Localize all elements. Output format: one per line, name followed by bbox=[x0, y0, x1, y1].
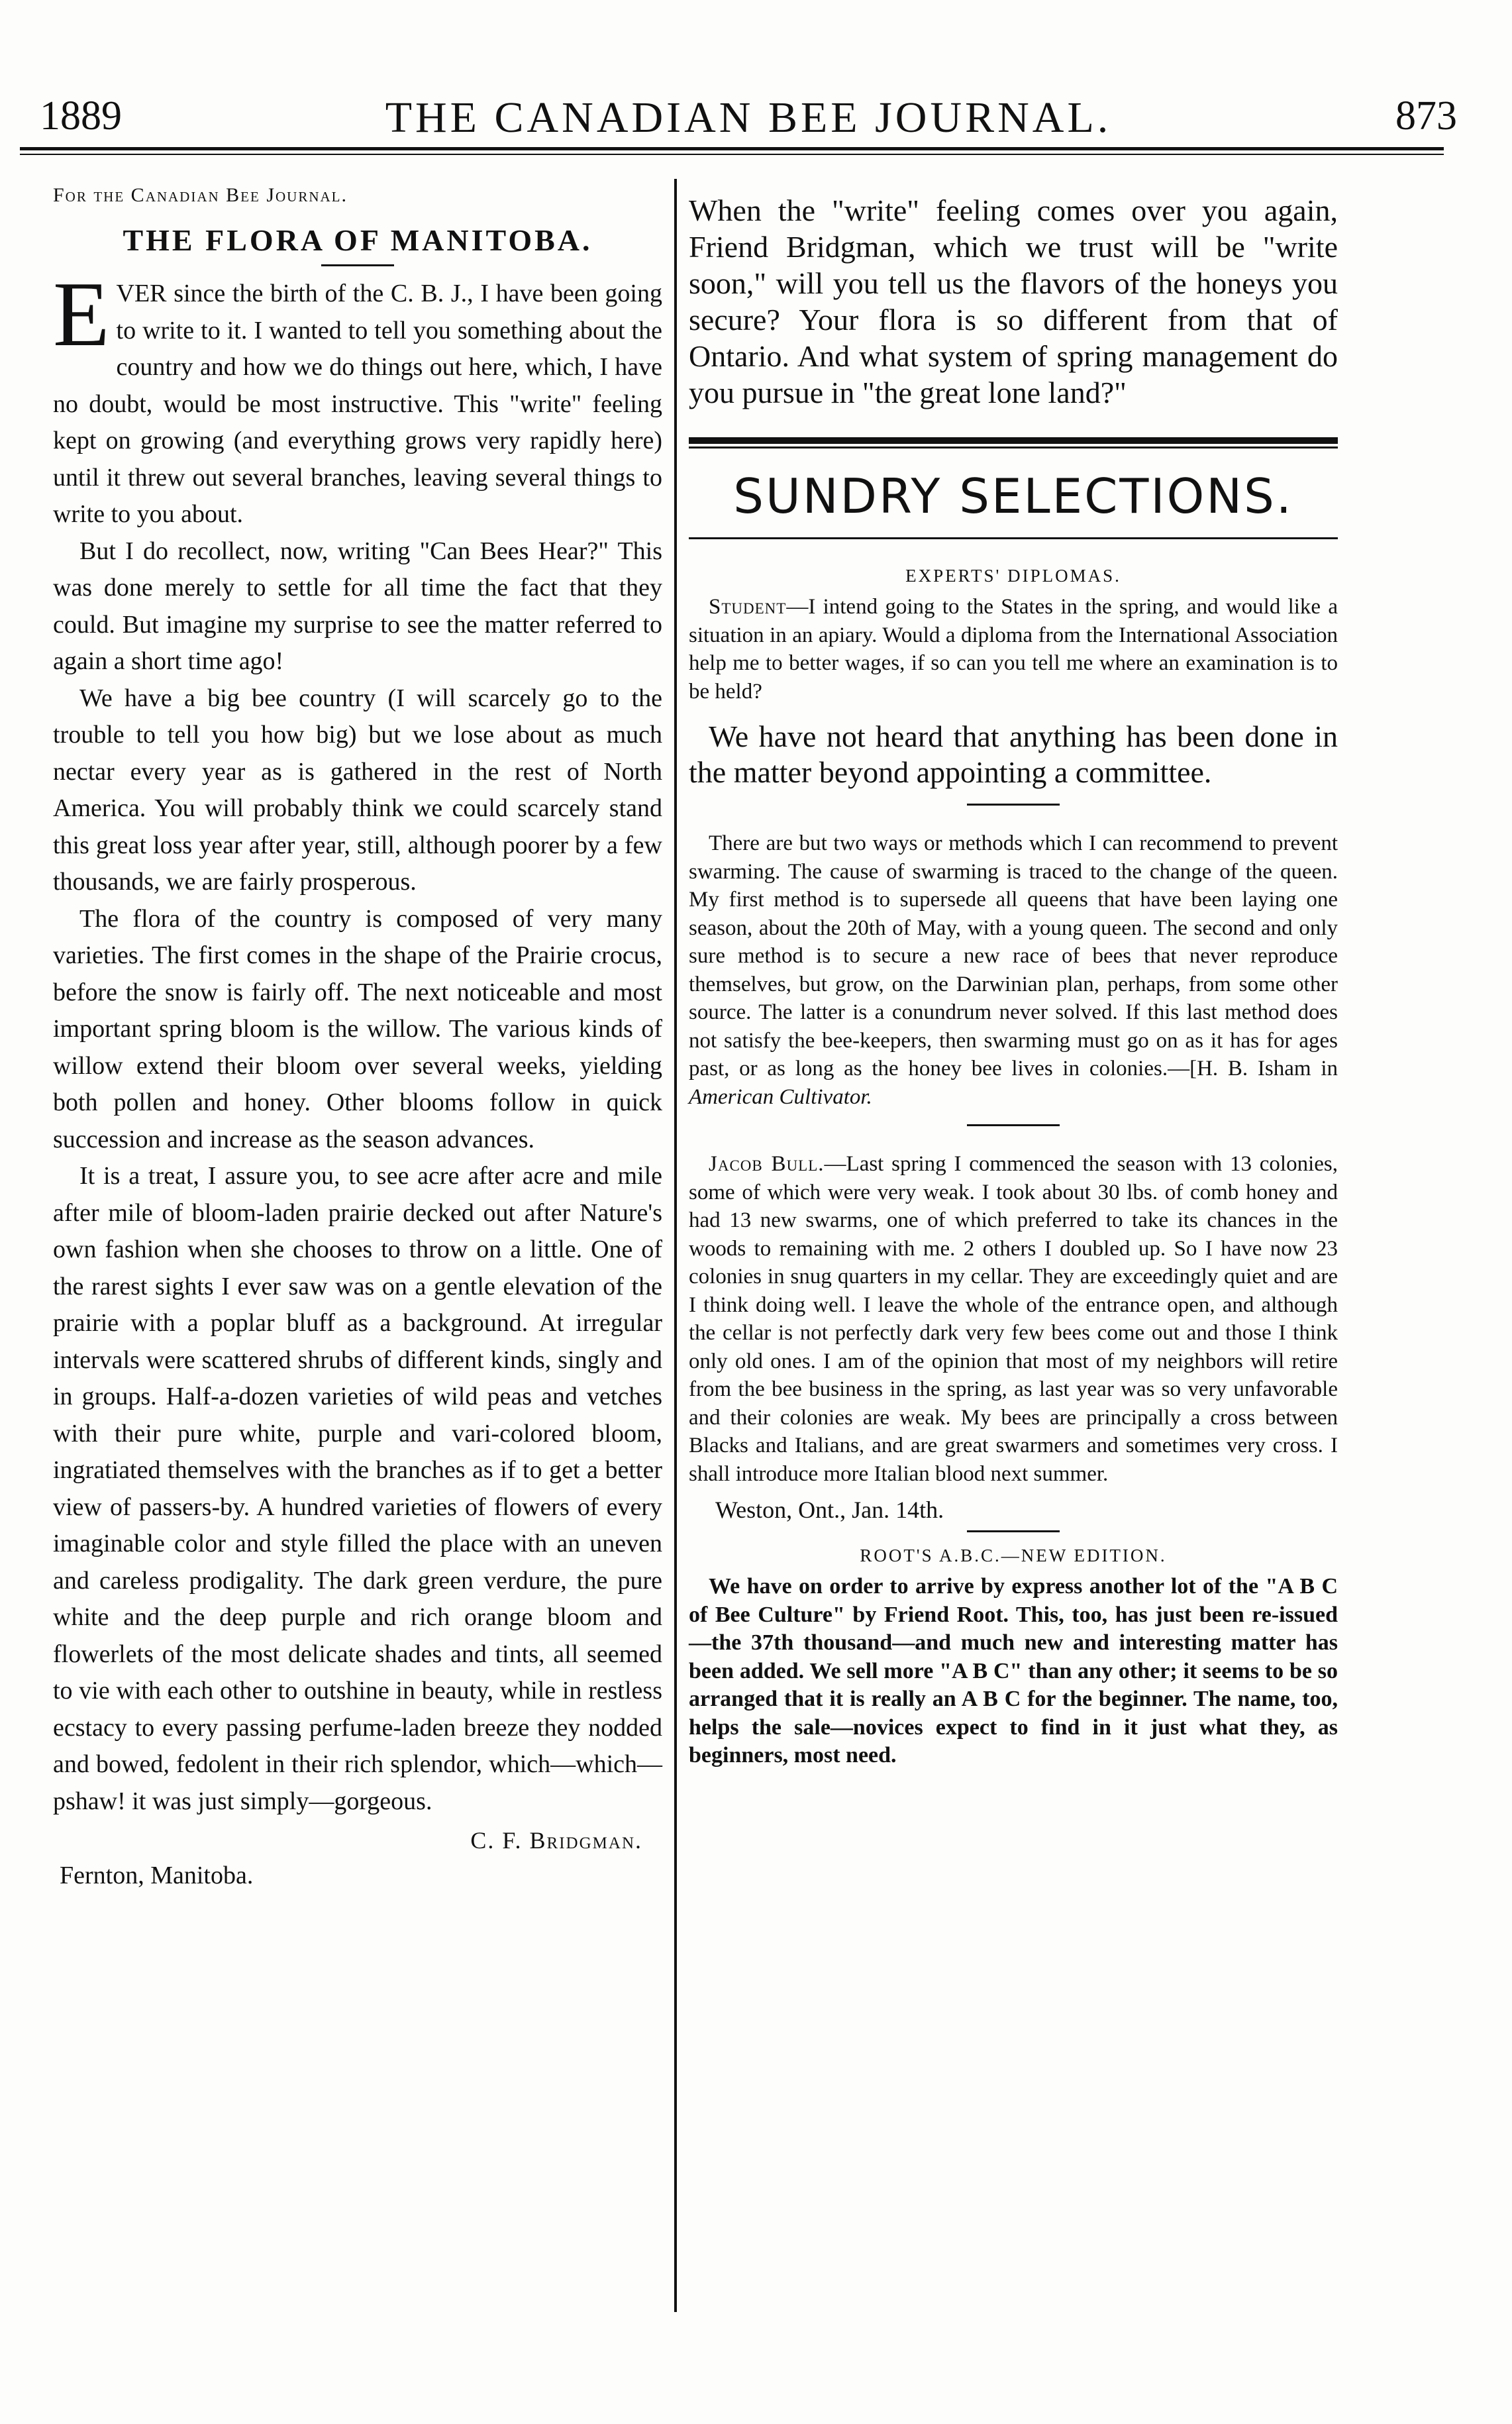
right-column bbox=[689, 192, 1338, 1770]
jacob-letter: Jacob Bull.—Last spring I commenced the season with 13 colonies, some of which were very weak. I took about 30 lbs. of comb honey and had 13 new swarms, one of which preferred to take its chances in the woods to remaining with me. 2 others I doubled up. So I have now 23 colonies in snug quarters in my cellar. They are exceedingly quiet and are I think doing well. I leave the whole of the entrance open, and although the cellar is not perfectly dark very few bees come out and those I think only old ones. I am of the opinion that most of my neighbors will retire from the bee business in the spring, as last year was so very unfavorable and their colonies are weak. My bees are principally a cross between Blacks and Italians, and are great swarmers and sometimes very cross. I shall introduce more Italian blood next summer. bbox=[689, 1152, 1338, 1486]
author-signature: C. F. Bridgman. bbox=[470, 1827, 642, 1854]
article-paragraph: EVER since the birth of the C. B. J., I have been going to write to it. I wanted to tell you something about the country and how we do things out here, which, I have no doubt, would be most instructive. This "write" feeling kept on growing (and everything grows very rapidly here) until it threw out several branches, leaving several things to write to you about. bbox=[53, 263, 662, 528]
column-divider bbox=[674, 179, 677, 2312]
section-heading-rule bbox=[689, 537, 1338, 539]
swarming-item: There are but two ways or methods which I can recommend to prevent swarming. The cause of swarming is traced to the change of the queen. My first method is to supersede all queens that have been laying one season, about the 20th of May, with a young queen. The second and only sure method is to secure a new race of bees that never reproduce themselves, but grow, on the Darwinian plan, perhaps, from some other source. The latter is a conundrum never solved. If this last method does not satisfy the bee-keepers, then swarming must go on as it has for ages past, or as long as the honey bee lives in colonies.—[H. B. Isham in American Cultivator. bbox=[689, 831, 1338, 1109]
article-paragraph: We have a big bee country (I will scarcely go to the trouble to tell you how big) but we lose about as much nectar every year as is gathered in the rest of North America. You will probably think we could scarcely stand this great loss year after year, still, although poorer by a few thousands, we are fairly prosperous. bbox=[53, 684, 662, 896]
section-rule-thick bbox=[689, 437, 1338, 444]
drop-cap: E bbox=[53, 263, 110, 366]
left-column bbox=[53, 179, 662, 1890]
item-separator bbox=[967, 804, 1060, 806]
abc-item: We have on order to arrive by express another lot of the "A B C of Bee Culture" by Friend Root. This, too, has just been re-issued—the 37th thousand—and much new and interesting matter has been added. We sell more "A B C" than any other; it seems to be so arranged that it is really an A B C for the beginner. The name, too, helps the sale—novices expect to find in it just what they, as beginners, most need. bbox=[689, 1574, 1338, 1767]
abc-heading: ROOT'S A.B.C.—NEW EDITION. bbox=[860, 1546, 1167, 1565]
journal-title: THE CANADIAN BEE JOURNAL. bbox=[385, 93, 1112, 142]
author-place: Fernton, Manitoba. bbox=[60, 1862, 254, 1889]
section-heading: SUNDRY SELECTIONS. bbox=[733, 468, 1293, 524]
header-rule-thin bbox=[20, 154, 1444, 155]
student-reply: We have not heard that anything has been done in the matter beyond appointing a committee. bbox=[689, 719, 1338, 789]
article-paragraph: But I do recollect, now, writing "Can Bees Hear?" This was done merely to settle for all time the fact that they could. But imagine my surprise to see the matter referred to again a short time ago! bbox=[53, 537, 662, 675]
title-rule bbox=[321, 264, 394, 266]
section-rule-thin bbox=[689, 447, 1338, 448]
item-separator bbox=[967, 1124, 1060, 1126]
editor-note: When the "write" feeling comes over you again, Friend Bridgman, which we trust will be "write soon," will you tell us the flavors of the honeys you secure? Your flora is so different from that of Ontario. And what system of spring management do you pursue in "the great lone land?" bbox=[689, 193, 1338, 409]
article-paragraph: The flora of the country is composed of very many varieties. The first comes in the shape of the Prairie crocus, before the snow is fairly off. The next noticeable and most important spring bloom is the willow. The various kinds of willow extend their bloom over several weeks, yielding both pollen and honey. Other blooms follow in quick succession and increase as the season advances. bbox=[53, 904, 662, 1153]
article-title: THE FLORA OF MANITOBA. bbox=[123, 223, 593, 257]
experts-heading: EXPERTS' DIPLOMAS. bbox=[905, 566, 1121, 586]
page-number: 873 bbox=[1395, 93, 1457, 138]
header-year: 1889 bbox=[40, 93, 122, 138]
article-source: For the Canadian Bee Journal. bbox=[53, 184, 348, 206]
jacob-dateline: Weston, Ont., Jan. 14th. bbox=[715, 1497, 944, 1523]
article-paragraph: It is a treat, I assure you, to see acre after acre and mile after mile of bloom-laden prairie decked out after Nature's own fashion when she chooses to throw on a little. One of the rarest sights I ever saw was on a gentle elevation of the prairie with a poplar bluff as a background. At irregular intervals were scattered shrubs of different kinds, singly and in groups. Half-a-dozen varieties of wild peas and vetches with their pure white, purple and vari-colored bloom, ingratiated themselves with the branches as if to get a better view of passers-by. A hundred varieties of flowers of every imaginable color and style filled the place with an uneven and careless prodigality. The dark green verdure, the pure white and the deep purple and rich orange bloom and flowerlets of the most delicate shades and tints, all seemed to vie with each other to outshine in beauty, while in restless ecstacy to every passing perfume-laden breeze they nodded and bowed, fedolent in their rich splendor, which—which—pshaw! it was just simply—gorgeous. bbox=[53, 1162, 662, 1815]
header-rule bbox=[20, 147, 1444, 150]
page-header bbox=[40, 79, 1457, 152]
student-letter: Student—I intend going to the States in the spring, and would like a situation in an apiary. Would a diploma from the International Association help me to better wages, if so can you tell me where an examination is to be held? bbox=[689, 595, 1338, 704]
item-separator bbox=[967, 1530, 1060, 1532]
